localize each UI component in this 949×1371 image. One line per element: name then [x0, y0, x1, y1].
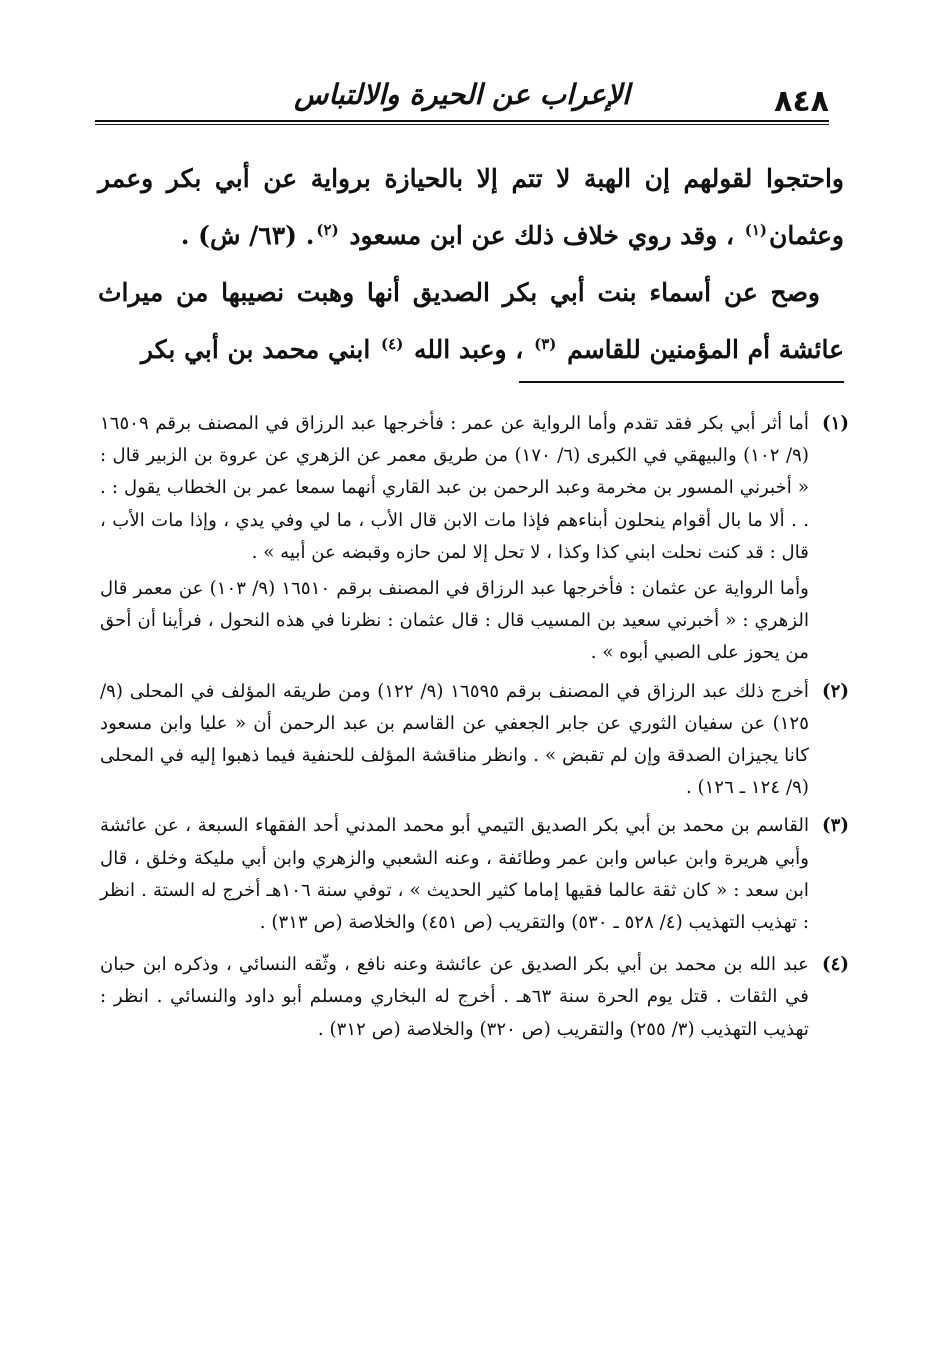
footnote-divider — [519, 381, 844, 383]
main-paragraph-1: واحتجوا لقولهم إن الهبة لا تتم إلا بالحيازة برواية عن أبي بكر وعمر وعثمان$^{(١)}$ ، وقد روي خلاف ذلك عن ابن مسعود $^{(٢)}$. (٦٣/ ش) . — [98, 164, 844, 250]
footnote-2 — [100, 676, 849, 805]
footnote-ref-4[interactable]: (٤) — [381, 334, 404, 353]
footnotes — [100, 408, 849, 1052]
header-rule — [95, 120, 829, 122]
main-text — [98, 150, 844, 378]
footnote-number: (١) — [822, 413, 849, 434]
footnote-paragraph: عبد الله بن محمد بن أبي بكر الصديق عن عائشة وعنه نافع ، وثّقه النسائي ، وذكره ابن حبان في الثقات . قتل يوم الحرة سنة ٦٣هـ . أخرج له البخاري ومسلم أبو داود والنسائي . انظر : تهذيب التهذيب (٣/ ٢٥٥) والتقريب (ص ٣٢٠) والخلاصة (ص ٣١٢) . — [100, 954, 809, 1040]
footnote-1 — [100, 408, 849, 670]
footnote-paragraph: وأما الرواية عن عثمان : فأخرجها عبد الرزاق في المصنف برقم ١٦٥١٠ (٩/ ١٠٣) عن معمر قال الزهري : « أخبرني سعيد بن المسيب قال : قال عثمان : نظرنا في هذه النحول ، فرأينا أن أحق من يحوز على الصبي أبوه » . — [100, 578, 809, 664]
main-paragraph-2: وصح عن أسماء بنت أبي بكر الصديق أنها وهبت نصيبها من ميراث عائشة أم المؤمنين للقاسم $^{(٣)}$ ، وعبد الله $^{(٤)}$ ابني محمد بن أبي بكر — [98, 278, 844, 364]
footnote-number: (٤) — [822, 954, 849, 976]
footnote-body — [100, 810, 809, 939]
footnote-paragraph: أخرج ذلك عبد الرزاق في المصنف برقم ١٦٥٩٥ (٩/ ١٢٢) ومن طريقه المؤلف في المحلى (٩/ ١٢٥) عن سفيان الثوري عن جابر الجعفي عن القاسم بن عبد الرحمن أن « عليا وابن مسعود كانا يجيزان الصدقة وإن لم تقبض » . وانظر مناقشة المؤلف للحنفية فيما ذهبوا إليه في المحلى (٩/ ١٢٤ ـ ١٢٦) . — [100, 680, 809, 799]
footnote-body — [100, 949, 809, 1046]
footnote-body — [100, 676, 809, 805]
footnote-ref-1[interactable]: (١) — [744, 220, 768, 239]
footnote-number: (٢) — [822, 680, 849, 702]
header-rule-thin — [95, 124, 829, 125]
footnote-paragraph: أما أثر أبي بكر فقد تقدم وأما الرواية عن عمر : فأخرجها عبد الرزاق في المصنف برقم ١٦٥٠٩ (٩/ ١٠٢) والبيهقي في الكبرى (٦/ ١٧٠) من طريق معمر عن الزهري عن عروة بن الزبير قال : « أخبرني المسور بن مخرمة وعبد الرحمن بن عبد القاري أنهما سمعا عمر بن الخطاب يقول : . . . ألا ما بال أقوام ينحلون أبناءهم فإذا مات الابن قال الأب ، ما لي وفي يدي ، وإذا مات الأب ، قال : قد كنت نحلت ابني كذا وكذا ، لا تحل إلا لمن حازه وقبضه عن أبيه » . — [100, 413, 809, 563]
page-number: ٨٤٨ — [774, 84, 829, 119]
footnote-ref-2[interactable]: (٢) — [316, 220, 339, 239]
footnote-paragraph: القاسم بن محمد بن أبي بكر الصديق التيمي أبو محمد المدني أحد الفقهاء السبعة ، عن عائشة وأبي هريرة وابن عباس وابن عمر وطائفة ، وعنه الشعبي والزهري وابن أبي مليكة وخلق ، قال ابن سعد : « كان ثقة عالما فقيها إماما كثير الحديث » ، توفي سنة ١٠٦هـ أخرج له الستة . انظر : تهذيب التهذيب (٤/ ٥٢٨ ـ ٥٣٠) والتقريب (ص ٤٥١) والخلاصة (ص ٣١٣) . — [100, 815, 809, 934]
footnote-ref-3[interactable]: (٣) — [534, 334, 557, 353]
footnote-4 — [100, 949, 849, 1046]
footnote-body — [100, 408, 809, 670]
footnote-3 — [100, 810, 849, 939]
running-title: الإعراب عن الحيرة والالتباس — [294, 78, 630, 111]
page-header — [95, 78, 829, 124]
footnote-number: (٣) — [822, 815, 849, 837]
